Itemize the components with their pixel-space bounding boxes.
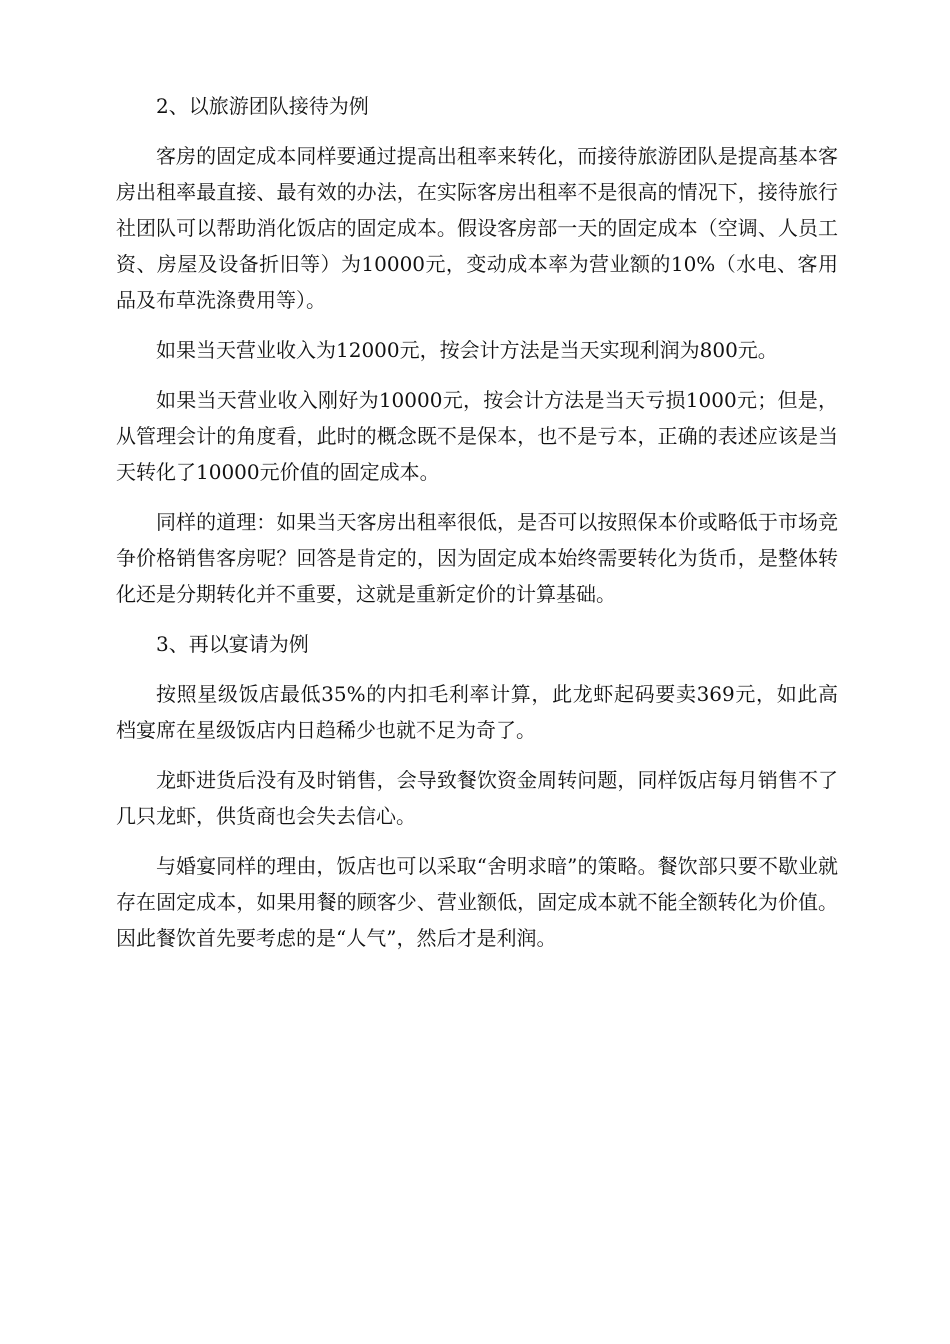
paragraph-revenue-10000: 如果当天营业收入刚好为10000元，按会计方法是当天亏损1000元；但是，从管理会计的角度看，此时的概念既不是保本，也不是亏本，正确的表述应该是当天转化了10000元价值的固定成本。 <box>116 388 838 484</box>
paragraph-lobster-sales: 龙虾进货后没有及时销售，会导致餐饮资金周转问题，同样饭店每月销售不了几只龙虾，供货商也会失去信心。 <box>116 768 838 828</box>
paragraph-lobster-price: 按照星级饭店最低35%的内扣毛利率计算，此龙虾起码要卖369元，如此高档宴席在星级饭店内日趋稀少也就不足为奇了。 <box>116 682 838 742</box>
paragraph-revenue-12000: 如果当天营业收入为12000元，按会计方法是当天实现利润为800元。 <box>156 338 778 362</box>
paragraph-room-fixed-cost: 客房的固定成本同样要通过提高出租率来转化，而接待旅游团队是提高基本客房出租率最直接、最有效的办法，在实际客房出租率不是很高的情况下，接待旅行社团队可以帮助消化饭店的固定成本。假设客房部一天的固定成本（空调、人员工资、房屋及设备折旧等）为10000元，变动成本率为营业额的10%（水电、客用品及布草洗涤费用等）。 <box>116 144 838 312</box>
document-body <box>116 88 838 970</box>
section-heading-3: 3、再以宴请为例 <box>156 632 309 656</box>
paragraph-banquet-strategy: 与婚宴同样的理由，饭店也可以采取“舍明求暗”的策略。餐饮部只要不歇业就存在固定成本，如果用餐的顾客少、营业额低，固定成本就不能全额转化为价值。因此餐饮首先要考虑的是“人气”，然后才是利润。 <box>116 854 838 950</box>
paragraph-low-occupancy: 同样的道理：如果当天客房出租率很低，是否可以按照保本价或略低于市场竞争价格销售客房呢？回答是肯定的，因为固定成本始终需要转化为货币，是整体转化还是分期转化并不重要，这就是重新定价的计算基础。 <box>116 510 838 606</box>
section-heading-2: 2、以旅游团队接待为例 <box>156 94 369 118</box>
